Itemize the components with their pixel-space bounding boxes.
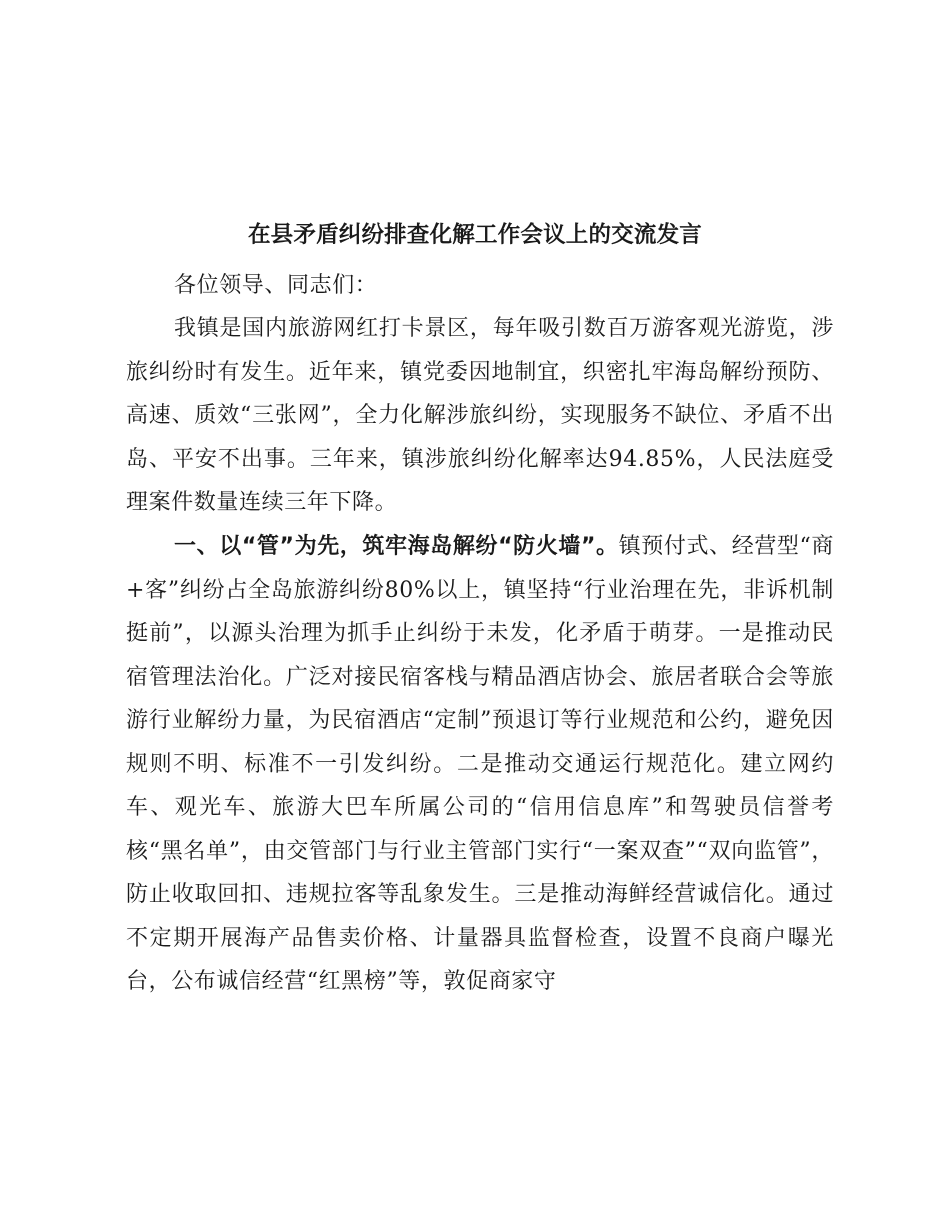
- document-title: 在县矛盾纠纷排查化解工作会议上的交流发言: [247, 222, 702, 248]
- salutation: 各位领导、同志们：: [174, 273, 378, 298]
- section-one-paragraph: [126, 525, 834, 1004]
- section-one-heading: 一、以“管”为先，筑牢海岛解纷“防火墙”。: [174, 534, 619, 559]
- section-one-body: 镇预付式、经营型“商+客”纠纷占全岛旅游纠纷80%以上，镇坚持“行业治理在先，非诉机制挺前”，以源头治理为抓手止纠纷于未发，化矛盾于萌芽。一是推动民宿管理法治化。广泛对接民宿客栈与精品酒店协会、旅居者联合会等旅游行业解纷力量，为民宿酒店“定制”预退订等行业规范和公约，避免因规则不明、标准不一引发纠纷。二是推动交通运行规范化。建立网约车、观光车、旅游大巴车所属公司的“信用信息库”和驾驶员信誉考核“黑名单”，由交管部门与行业主管部门实行“一案双查”“双向监管”，防止收取回扣、违规拉客等乱象发生。三是推动海鲜经营诚信化。通过不定期开展海产品售卖价格、计量器具监督检查，设置不良商户曝光台，公布诚信经营“红黑榜”等，敦促商家守: [126, 534, 834, 994]
- intro-paragraph: 我镇是国内旅游网红打卡景区，每年吸引数百万游客观光游览，涉旅纠纷时有发生。近年来，镇党委因地制宜，织密扎牢海岛解纷预防、高速、质效“三张网”，全力化解涉旅纠纷，实现服务不缺位、矛盾不出岛、平安不出事。三年来，镇涉旅纠纷化解率达94.85%，人民法庭受理案件数量连续三年下降。: [126, 316, 834, 515]
